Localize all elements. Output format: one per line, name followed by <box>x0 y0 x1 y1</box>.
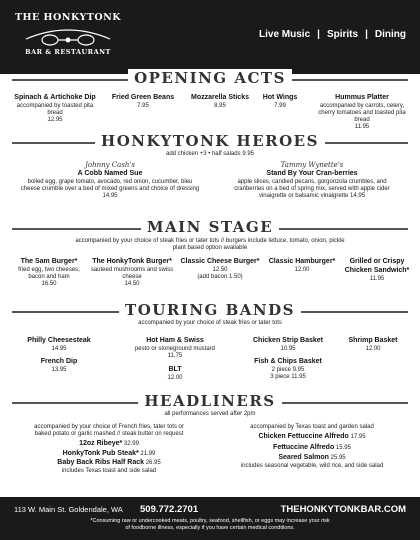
item-name: BLT <box>168 366 182 373</box>
item-price: 8.95 <box>214 102 226 109</box>
column-intro: accompanied by your choice of French fries, tater tots or baked potato or garlic mashed // steak butter on request <box>34 424 184 437</box>
menu-item <box>104 94 182 110</box>
item-name: Philly Cheesesteak <box>27 337 91 344</box>
item-tribute: Tammy Wynette's <box>280 161 344 169</box>
item-extra: (add bacon 1.50) <box>197 273 243 280</box>
item-desc: apple slices, candied pecans, gorgonzola crumbles, and cranberries on a bed of spring mix, served with apple cider vinaigrette or balsamic vinaigrette 14.95 <box>234 178 390 199</box>
item-name: Mozzarella Sticks <box>191 94 249 101</box>
item-price: 12.95 <box>47 116 63 123</box>
menu-item <box>226 433 398 442</box>
item-name: Spinach & Artichoke Dip <box>14 94 96 101</box>
item-price: 14.50 <box>124 280 140 287</box>
item-name: The Sam Burger* <box>20 258 78 265</box>
menu-item <box>14 358 104 374</box>
item-name: Chicken Fettuccine Alfredo <box>258 433 349 440</box>
item-name: Chicken Strip Basket <box>252 337 324 344</box>
item-price: 21.99 <box>140 450 156 457</box>
item-desc: includes Texas toast and side salad <box>61 467 157 474</box>
item-price: 11.95 <box>354 123 370 130</box>
item-name: 12oz Ribeye* <box>79 440 123 447</box>
item-price: 7.95 <box>137 102 149 109</box>
section-heading-heroes <box>12 133 408 151</box>
item-name: Classic Cheese Burger* <box>180 258 260 265</box>
item-desc: boiled egg, grape tomato, avocado, red onion, cucumber, bleu cheese crumble over a bed of mixed greens and choice of dressing 14.95 <box>20 178 200 199</box>
phone-link[interactable]: 509.772.2701 <box>140 504 199 515</box>
nav-separator: | <box>365 29 368 40</box>
item-price: 10.95 <box>280 345 296 352</box>
item-name: Hot Ham & Swiss <box>146 337 204 344</box>
section-title: HEADLINERS <box>138 392 281 410</box>
item-name: Hot Wings <box>262 94 298 101</box>
section-subtitle: accompanied by your choice of steak fries or tater tots // burgers include lettuce, tomato, onion, pickle plant based option available <box>75 238 345 251</box>
item-price-2: 3 piece 11.95 <box>270 373 306 380</box>
item-name-line2: Chicken Sandwich* <box>344 266 410 274</box>
item-desc: pesto or stoneground mustard <box>134 345 216 352</box>
section-subtitle: all performances served after 2pm <box>164 411 256 417</box>
section-title: HONKYTONK HEROES <box>95 132 325 150</box>
item-name: Baby Back Ribs Half Rack <box>57 459 145 466</box>
address: 113 W. Main St. Goldendale, WA <box>14 505 123 514</box>
item-price: 25.95 <box>330 455 346 461</box>
menu-item <box>340 258 414 283</box>
menu-item <box>34 459 184 475</box>
menu-item <box>20 161 200 200</box>
item-name: French Dip <box>40 358 78 365</box>
section-title: TOURING BANDS <box>119 301 301 319</box>
item-desc: accompanied by toasted pita bread <box>16 102 94 116</box>
item-price: 11.95 <box>369 276 385 282</box>
item-price: 13.95 <box>51 366 67 373</box>
logo-title: THE HONKYTONK <box>14 12 122 23</box>
nav-dining[interactable]: Dining <box>374 29 406 40</box>
headliners-left-column <box>34 424 184 475</box>
item-name: Stand By Your Cran-berries <box>266 170 358 177</box>
guitar-icon <box>20 25 116 47</box>
section-heading-headliners <box>12 393 408 411</box>
item-price: 15.95 <box>335 444 351 451</box>
item-price: 2 piece 9.95 <box>271 366 305 373</box>
section-subtitle: accompanied by your choice of steak fries or tater tots <box>138 320 282 326</box>
menu-item <box>238 358 338 381</box>
header-bar <box>0 0 420 74</box>
section-heading-main-stage <box>12 219 408 237</box>
item-price: 7.99 <box>274 102 286 109</box>
column-intro: accompanied by Texas toast and garden salad <box>250 424 374 430</box>
item-desc: accompanied by carrots, celery, cherry tomatoes and toasted pita bread <box>318 102 406 123</box>
item-desc: includes seasonal vegetable, wild rice, and side salad <box>240 462 384 469</box>
item-name: Classic Hamburger* <box>268 258 336 265</box>
nav-separator: | <box>317 29 320 40</box>
item-name: Grilled or Crispy <box>349 258 405 265</box>
disclaimer: *Consuming raw or undercooked meats, poultry, seafood, shellfish, or eggs may increase your risk of foodborne illness, especially if you have certain medical conditions. <box>90 518 330 531</box>
item-desc: fried egg, two cheeses, bacon and ham <box>18 266 80 280</box>
menu-item <box>10 94 100 124</box>
menu-item <box>176 258 264 281</box>
section-title: OPENING ACTS <box>128 69 292 87</box>
item-price: 32.99 <box>123 441 139 447</box>
headliners-right-column <box>226 424 398 470</box>
section-subtitle: add chicken +3 • half salads 9.95 <box>166 151 254 157</box>
menu-item <box>115 366 235 382</box>
top-nav <box>259 29 406 40</box>
menu-item <box>226 444 398 453</box>
item-name: HonkyTonk Pub Steak* <box>62 449 139 457</box>
section-heading-opening-acts <box>12 70 408 88</box>
item-name: Fried Green Beans <box>111 94 175 101</box>
website-link[interactable]: THEHONKYTONKBAR.COM <box>280 504 406 515</box>
menu-item <box>115 337 235 360</box>
section-heading-touring <box>12 302 408 320</box>
nav-spirits[interactable]: Spirits <box>326 29 359 40</box>
item-name: Fish & Chips Basket <box>254 358 322 365</box>
menu-item <box>256 94 304 110</box>
item-name: Fettuccine Alfredo <box>273 443 335 451</box>
item-name: A Cobb Named Sue <box>77 170 143 177</box>
section-title: MAIN STAGE <box>141 218 279 236</box>
item-name: Hummus Platter <box>335 94 389 101</box>
menu-item <box>262 258 342 274</box>
menu-item <box>14 337 104 353</box>
menu-item <box>10 258 88 288</box>
item-price: 17.95 <box>350 434 366 440</box>
logo-subtitle: BAR & RESTAURANT <box>25 48 111 56</box>
menu-item <box>226 454 398 470</box>
item-price: 12.00 <box>365 345 381 352</box>
item-price: 11.75 <box>167 352 183 359</box>
menu-item <box>34 450 184 459</box>
item-price: 14.95 <box>51 345 67 352</box>
item-name: Shrimp Basket <box>348 337 398 344</box>
menu-item <box>238 337 338 353</box>
menu-item <box>312 94 412 131</box>
item-price: 12.00 <box>167 374 183 381</box>
item-price: 12.00 <box>294 266 310 273</box>
item-tribute: Johnny Cash's <box>85 161 135 169</box>
item-price: 26.95 <box>145 460 161 466</box>
item-name: Seared Salmon <box>278 454 329 461</box>
menu-item <box>34 440 184 449</box>
menu-item <box>336 337 410 353</box>
item-name: The HonkyTonk Burger* <box>92 258 172 265</box>
menu-item <box>222 161 402 200</box>
menu-item <box>88 258 176 288</box>
item-price: 16.50 <box>41 280 57 287</box>
item-desc: sauteed mushrooms and swiss cheese <box>90 266 174 280</box>
menu-item <box>182 94 258 110</box>
logo[interactable] <box>14 6 122 68</box>
footer-bar <box>0 497 420 540</box>
nav-live-music[interactable]: Live Music <box>259 29 311 40</box>
item-price: 12.50 <box>212 266 228 273</box>
